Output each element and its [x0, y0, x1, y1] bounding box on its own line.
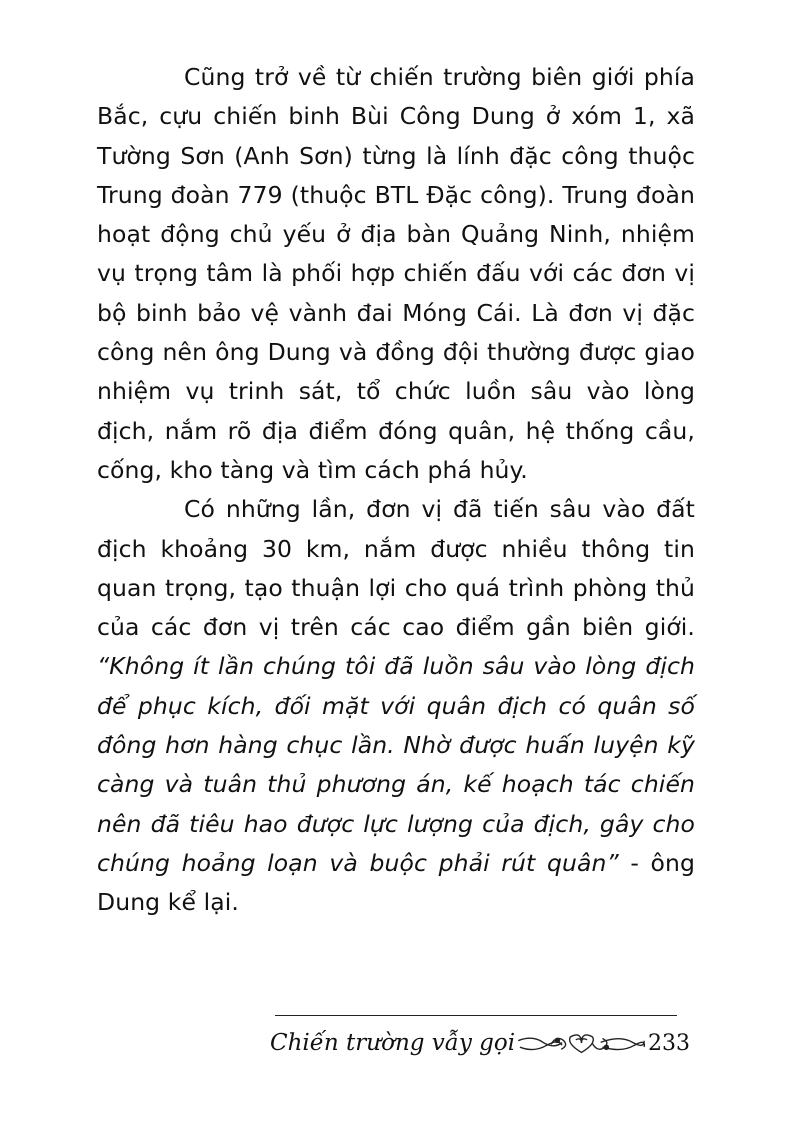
body-text — [97, 58, 695, 923]
paragraph-2 — [97, 490, 695, 922]
page-number: 233 — [648, 1030, 690, 1056]
paragraph-2-quote: “Không ít lần chúng tôi đã luồn sâu vào lòng địch để phục kích, đối mặt với quân địch có quân số đông hơn hàng chục lần. Nhờ được huấn luyện kỹ càng và tuân thủ phương án, kế hoạch tác chiến nên đã tiêu hao được lực lượng của địch, gây cho chúng hoảng loạn và buộc phải rút quân” — [97, 652, 695, 877]
paragraph-2-text: Có những lần, đơn vị đã tiến sâu vào đất địch khoảng 30 km, nắm được nhiều thông tin quan trọng, tạo thuận lợi cho quá trình phòng thủ của các đơn vị trên các cao điểm gần biên giới. — [97, 495, 695, 642]
decorative-flourish-icon — [517, 1026, 646, 1060]
paragraph-2-attribution: - ông Dung kể lại. — [97, 848, 695, 917]
book-title: Chiến trường vẫy gọi — [270, 1030, 516, 1056]
footer-rule — [275, 1015, 677, 1016]
paragraph-1: Cũng trở về từ chiến trường biên giới phía Bắc, cựu chiến binh Bùi Công Dung ở xóm 1, xã Tường Sơn (Anh Sơn) từng là lính đặc công thuộc Trung đoàn 779 (thuộc BTL Đặc công). Trung đoàn hoạt động chủ yếu ở địa bàn Quảng Ninh, nhiệm vụ trọng tâm là phối hợp chiến đấu với các đơn vị bộ binh bảo vệ vành đai Móng Cái. Là đơn vị đặc công nên ông Dung và đồng đội thường được giao nhiệm vụ trinh sát, tổ chức luồn sâu vào lòng địch, nắm rõ địa điểm đóng quân, hệ thống cầu, cống, kho tàng và tìm cách phá hủy. — [97, 63, 695, 484]
page-footer — [270, 1023, 690, 1063]
